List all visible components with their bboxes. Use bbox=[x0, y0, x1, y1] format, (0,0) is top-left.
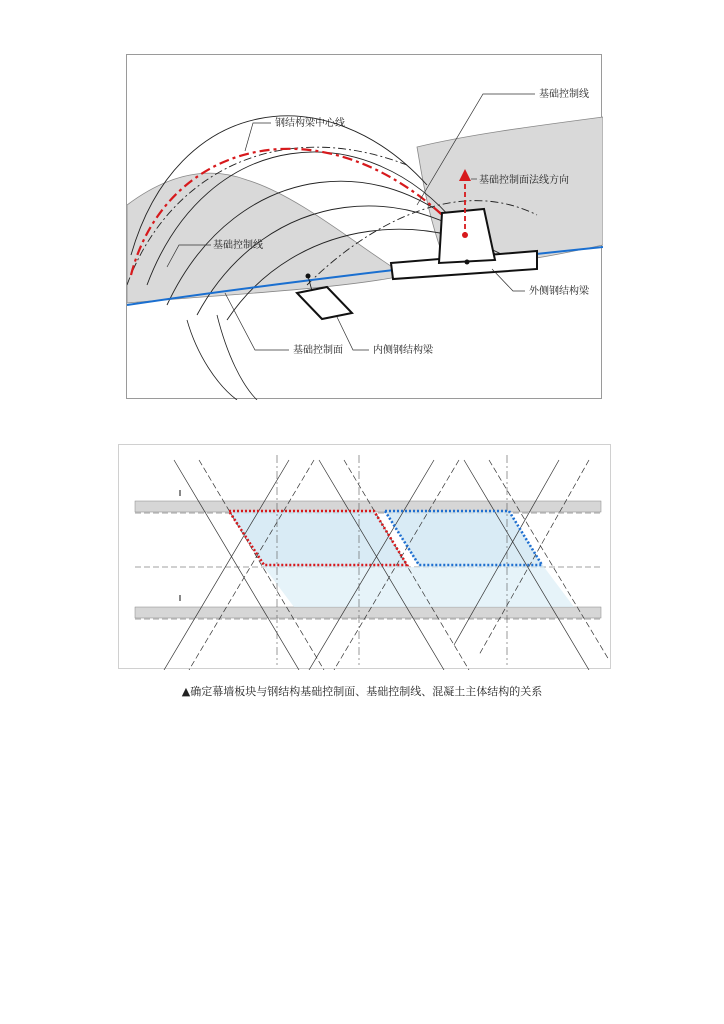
lower-arc-1 bbox=[187, 320, 237, 400]
gray-surface-left bbox=[127, 173, 397, 303]
structure-diagram-top bbox=[126, 54, 602, 399]
floor-band-top bbox=[135, 501, 601, 512]
label-steel-beam-centerline: 钢结构梁中心线 bbox=[275, 118, 345, 129]
curtain-wall-diagram bbox=[118, 444, 611, 669]
marker-mid-left bbox=[179, 595, 181, 601]
glass-panel-left bbox=[229, 511, 409, 567]
label-normal-direction: 基础控制面法线方向 bbox=[479, 175, 569, 186]
leader-control-surface bbox=[225, 293, 289, 350]
label-foundation-control-line-left: 基础控制线 bbox=[213, 240, 263, 251]
structure-diagram-svg bbox=[127, 55, 603, 400]
glass-panel-lower bbox=[264, 567, 574, 607]
curtain-wall-svg bbox=[119, 445, 612, 670]
marker-top-left bbox=[179, 490, 181, 496]
beam-point-black bbox=[465, 260, 470, 265]
label-foundation-control-line-top: 基础控制线 bbox=[539, 89, 589, 100]
beam-point-red bbox=[462, 232, 468, 238]
label-outer-steel-beam: 外侧钢结构梁 bbox=[529, 286, 589, 297]
leader-centerline bbox=[245, 123, 271, 151]
label-inner-steel-beam: 内侧钢结构梁 bbox=[373, 345, 433, 356]
figure-caption: ▲确定幕墙板块与钢结构基础控制面、基础控制线、混凝土主体结构的关系 bbox=[181, 685, 543, 698]
glass-panel-right bbox=[385, 511, 544, 567]
floor-band-bottom bbox=[135, 607, 601, 618]
label-foundation-control-surface: 基础控制面 bbox=[293, 345, 343, 356]
